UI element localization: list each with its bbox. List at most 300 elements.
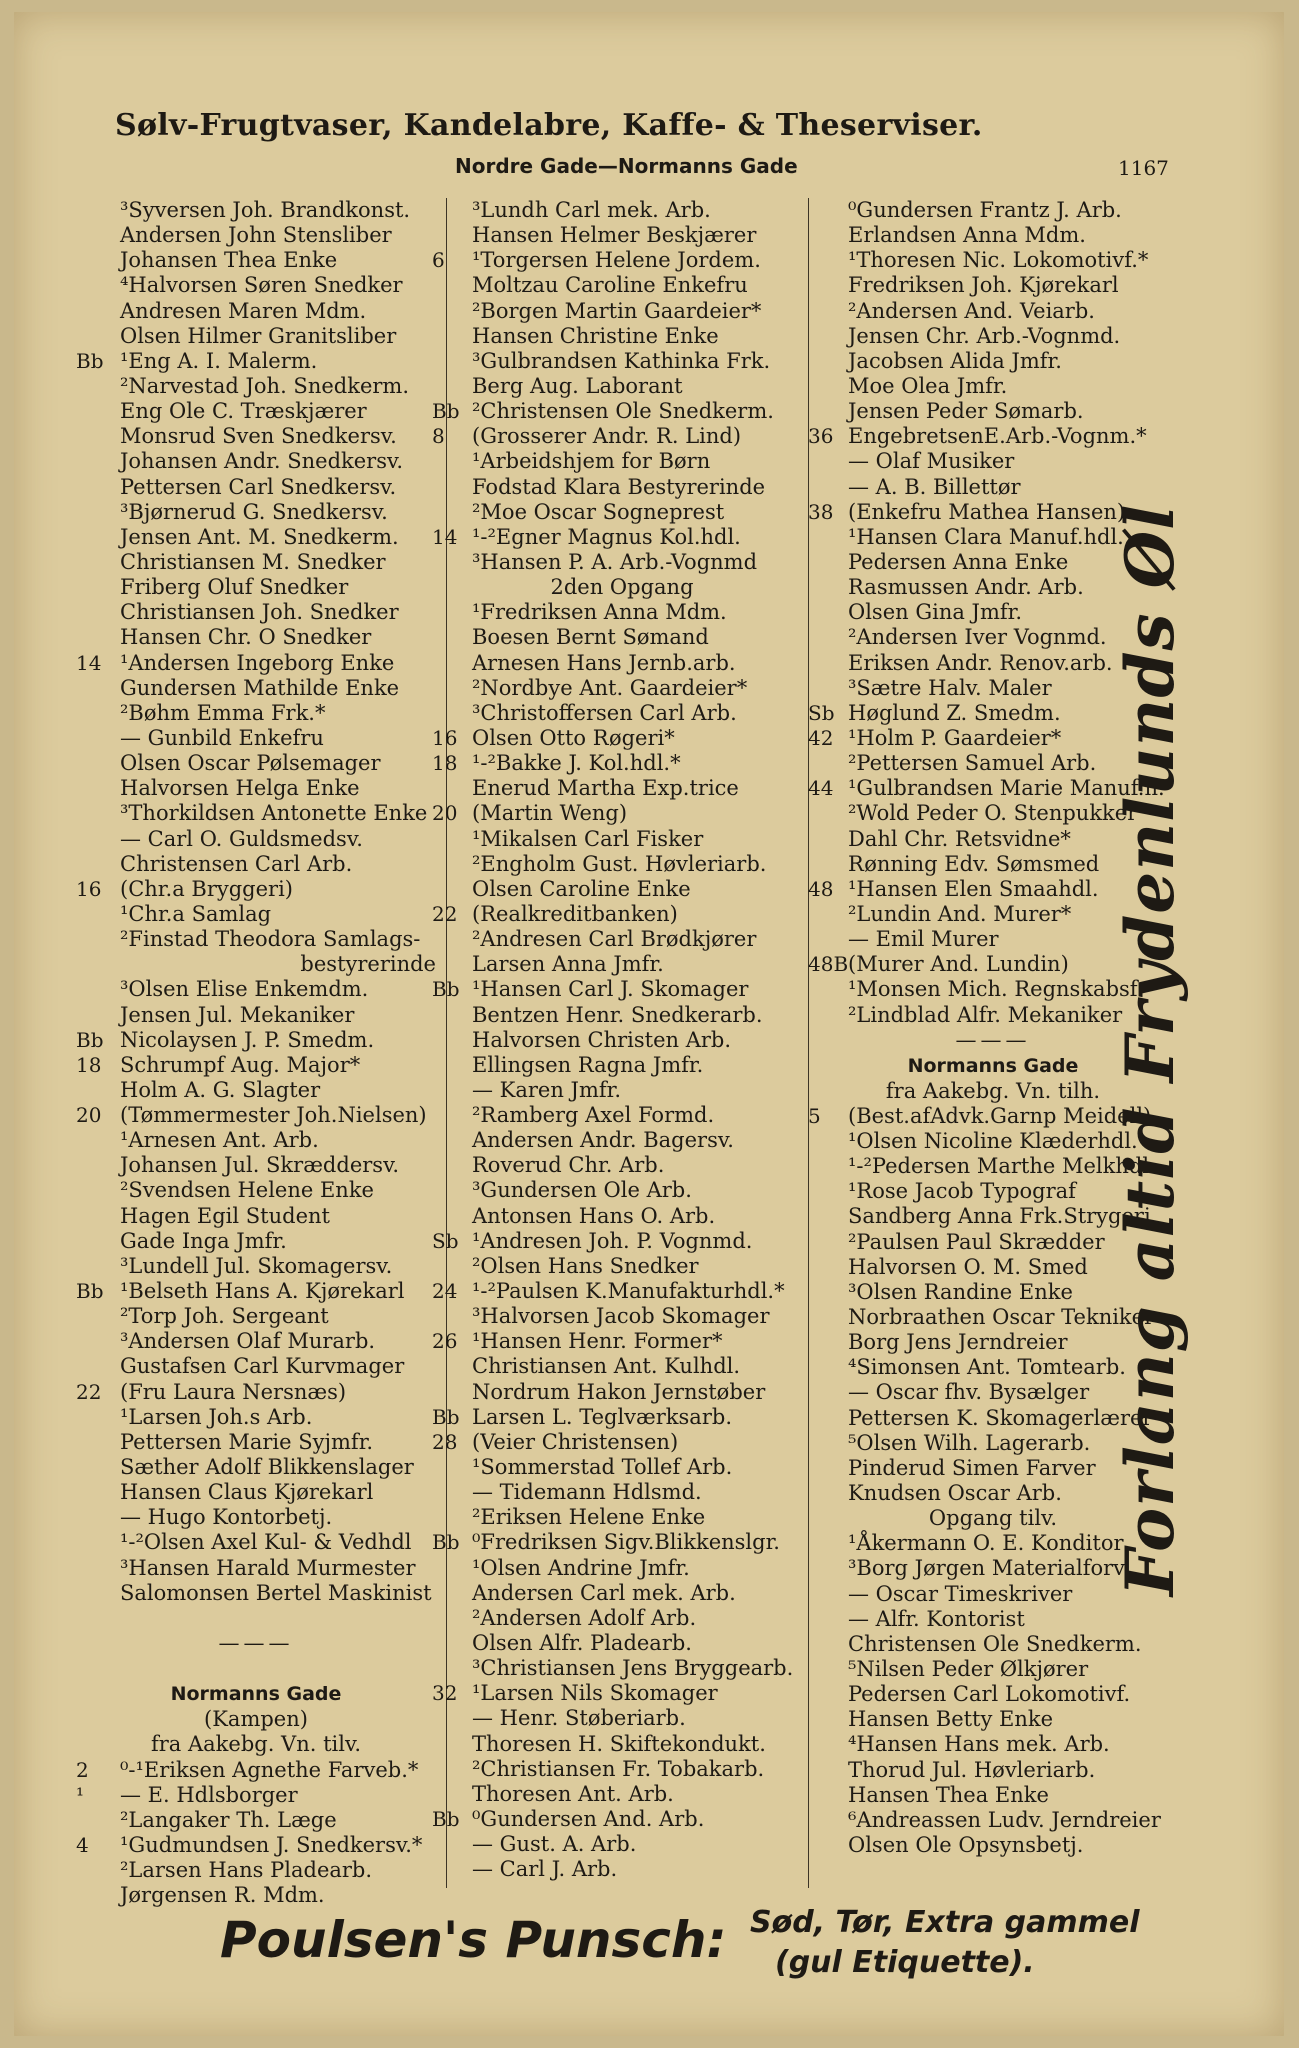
directory-entry bbox=[432, 1354, 812, 1379]
house-number: 5 bbox=[808, 1103, 821, 1128]
house-number: 42 bbox=[808, 725, 834, 750]
resident-entry: Holm A. G. Slagter bbox=[120, 1077, 321, 1102]
resident-entry: ¹Gulbrandsen Marie Manuf.h. bbox=[848, 776, 1165, 801]
directory-entry bbox=[76, 1783, 436, 1808]
resident-entry: Schrumpf Aug. Major* bbox=[120, 1052, 361, 1077]
resident-entry: — Tidemann Hdlsmd. bbox=[472, 1480, 702, 1505]
resident-entry: ¹Andresen Joh. P. Vognmd. bbox=[472, 1228, 753, 1253]
resident-entry: Hansen Betty Enke bbox=[848, 1707, 1054, 1732]
directory-entry bbox=[76, 299, 436, 324]
resident-entry: ⁰Fredriksen Sigv.Blikkenslgr. bbox=[472, 1530, 780, 1555]
house-number: Bb bbox=[432, 1404, 460, 1429]
directory-entry bbox=[76, 1028, 436, 1053]
resident-entry: ¹-²Bakke J. Kol.hdl.* bbox=[472, 751, 681, 776]
directory-entry bbox=[432, 1153, 812, 1178]
resident-entry: ¹Eng A. I. Malerm. bbox=[120, 348, 318, 373]
resident-entry: Christiansen Joh. Snedker bbox=[120, 600, 399, 625]
directory-entry bbox=[76, 1505, 436, 1530]
directory-entry bbox=[432, 248, 812, 273]
directory-entry bbox=[432, 877, 812, 902]
blank-line bbox=[76, 1656, 436, 1681]
directory-entry bbox=[76, 1858, 436, 1883]
directory-entry bbox=[76, 550, 436, 575]
resident-entry: ¹Larsen Nils Skomager bbox=[472, 1681, 718, 1706]
directory-entry bbox=[76, 625, 436, 650]
resident-entry: ¹Larsen Joh.s Arb. bbox=[120, 1404, 313, 1429]
resident-entry: Ellingsen Ragna Jmfr. bbox=[472, 1052, 704, 1077]
resident-entry: ²Andersen Iver Vognmd. bbox=[848, 625, 1107, 650]
punsch-tagline: Sød, Tør, Extra gammel bbox=[750, 1905, 1140, 1940]
resident-entry: Arnesen Hans Jernb.arb. bbox=[472, 650, 736, 675]
resident-entry: Thorud Jul. Høvleriarb. bbox=[848, 1757, 1096, 1782]
directory-entry bbox=[808, 449, 1178, 474]
house-number: 8 bbox=[432, 424, 445, 449]
resident-entry: Olsen Gina Jmfr. bbox=[848, 600, 1023, 625]
side-advertisement: Forlang altid Frydenlunds Øl bbox=[1111, 503, 1189, 1597]
punsch-brand: Poulsen's Punsch: bbox=[220, 1911, 727, 1969]
resident-entry: ¹Hansen Clara Manuf.hdl. bbox=[848, 524, 1124, 549]
resident-entry: ⁵Olsen Wilh. Lagerarb. bbox=[848, 1430, 1091, 1455]
directory-entry bbox=[432, 550, 812, 575]
house-number: Bb bbox=[76, 1027, 104, 1052]
resident-entry: (Martin Weng) bbox=[472, 801, 628, 826]
resident-entry: Norbraathen Oscar Tekniker bbox=[848, 1305, 1155, 1330]
directory-entry bbox=[76, 1329, 436, 1354]
house-number: 48 bbox=[808, 876, 834, 901]
resident-entry: Andresen Maren Mdm. bbox=[120, 298, 367, 323]
directory-entry bbox=[432, 927, 812, 952]
resident-entry: Johansen Jul. Skræddersv. bbox=[120, 1153, 400, 1178]
resident-entry: ³Andersen Olaf Murarb. bbox=[120, 1329, 376, 1354]
resident-entry: ²Christiansen Fr. Tobakarb. bbox=[472, 1756, 765, 1781]
house-number: 22 bbox=[432, 901, 458, 926]
directory-entry bbox=[808, 1607, 1178, 1632]
directory-entry bbox=[76, 1808, 436, 1833]
directory-entry bbox=[76, 877, 436, 902]
directory-entry bbox=[808, 299, 1178, 324]
directory-entry bbox=[432, 1807, 812, 1832]
resident-entry: ⁰Gundersen Frantz J. Arb. bbox=[848, 198, 1122, 222]
resident-entry: Pinderud Simen Farver bbox=[848, 1455, 1096, 1480]
directory-entry bbox=[432, 625, 812, 650]
directory-entry bbox=[76, 1204, 436, 1229]
resident-entry: Antonsen Hans O. Arb. bbox=[472, 1203, 716, 1228]
resident-entry: Larsen L. Teglværksarb. bbox=[472, 1404, 732, 1429]
resident-entry: Høglund Z. Smedm. bbox=[848, 700, 1061, 725]
directory-entry bbox=[76, 1883, 436, 1908]
resident-entry: ³Olsen Randine Enke bbox=[848, 1279, 1073, 1304]
resident-entry: ²Christensen Ole Snedkerm. bbox=[472, 399, 774, 424]
resident-entry: Fredriksen Joh. Kjørekarl bbox=[848, 273, 1119, 298]
section-note: (Kampen) bbox=[204, 1707, 308, 1732]
resident-entry: Christiansen M. Snedker bbox=[120, 549, 386, 574]
resident-entry: ¹Hansen Henr. Former* bbox=[472, 1329, 723, 1354]
house-number: 14 bbox=[76, 650, 102, 675]
directory-entry bbox=[76, 374, 436, 399]
resident-entry: ²Finstad Theodora Samlags- bbox=[120, 927, 421, 952]
directory-column-1 bbox=[76, 198, 436, 1908]
directory-entry bbox=[76, 1380, 436, 1405]
directory-entry bbox=[432, 449, 812, 474]
resident-entry: ³Halvorsen Jacob Skomager bbox=[472, 1304, 770, 1329]
house-number: Bb bbox=[76, 348, 104, 373]
resident-entry: Jensen Jul. Mekaniker bbox=[120, 1002, 355, 1027]
resident-entry: Hansen Claus Kjørekarl bbox=[120, 1480, 374, 1505]
directory-entry bbox=[432, 223, 812, 248]
directory-entry bbox=[432, 1430, 812, 1455]
directory-entry bbox=[432, 1455, 812, 1480]
directory-entry bbox=[76, 726, 436, 751]
directory-entry bbox=[432, 1078, 812, 1103]
directory-entry bbox=[432, 1103, 812, 1128]
resident-entry: ¹Thoresen Nic. Lokomotivf.* bbox=[848, 248, 1149, 273]
house-number: 26 bbox=[432, 1329, 458, 1354]
directory-entry bbox=[432, 1304, 812, 1329]
house-number: Bb bbox=[432, 977, 460, 1002]
resident-entry: ¹Åkermann O. E. Konditor bbox=[848, 1531, 1124, 1556]
section-note: fra Aakebg. Vn. tilv. bbox=[150, 1732, 362, 1757]
resident-entry: ³Sætre Halv. Maler bbox=[848, 675, 1052, 700]
resident-entry: ¹Andersen Ingeborg Enke bbox=[120, 650, 395, 675]
resident-entry: ¹Olsen Andrine Jmfr. bbox=[472, 1555, 690, 1580]
house-number: 38 bbox=[808, 499, 834, 524]
resident-entry: ¹-²Paulsen K.Manufakturhdl.* bbox=[472, 1279, 785, 1304]
directory-entry bbox=[808, 374, 1178, 399]
resident-entry: Hansen Christine Enke bbox=[472, 323, 719, 348]
resident-entry: ²Andresen Carl Brødkjører bbox=[472, 927, 757, 952]
resident-entry: — Gust. A. Arb. bbox=[472, 1832, 637, 1857]
directory-entry bbox=[76, 776, 436, 801]
resident-entry: ¹Arbeidshjem for Børn bbox=[472, 449, 711, 474]
resident-entry: ²Eriksen Helene Enke bbox=[472, 1505, 706, 1530]
directory-entry bbox=[76, 1405, 436, 1430]
house-number: 6 bbox=[432, 248, 445, 273]
resident-entry: ³Gundersen Ole Arb. bbox=[472, 1178, 692, 1203]
directory-entry bbox=[808, 424, 1178, 449]
house-number: 28 bbox=[432, 1429, 458, 1454]
resident-entry: — Olaf Musiker bbox=[848, 449, 1015, 474]
resident-entry: Larsen Anna Jmfr. bbox=[472, 952, 664, 977]
house-number: 24 bbox=[432, 1279, 458, 1304]
resident-entry: Johansen Andr. Snedkersv. bbox=[120, 449, 404, 474]
street-heading: Normanns Gade bbox=[907, 1054, 1079, 1077]
directory-entry bbox=[808, 324, 1178, 349]
page-number: 1167 bbox=[1118, 156, 1169, 180]
resident-entry: ¹-²Egner Magnus Kol.hdl. bbox=[472, 524, 741, 549]
directory-entry bbox=[76, 1153, 436, 1178]
directory-entry bbox=[432, 1530, 812, 1555]
resident-entry: ¹Hansen Carl J. Skomager bbox=[472, 977, 749, 1002]
resident-entry: ¹Rose Jacob Typograf bbox=[848, 1179, 1076, 1204]
resident-entry: ²Ramberg Axel Formd. bbox=[472, 1103, 715, 1128]
directory-entry bbox=[76, 500, 436, 525]
directory-entry bbox=[808, 1732, 1178, 1757]
resident-entry: ⁴Halvorsen Søren Snedker bbox=[120, 273, 403, 298]
directory-entry bbox=[432, 751, 812, 776]
house-number: 16 bbox=[76, 876, 102, 901]
directory-entry bbox=[432, 952, 812, 977]
resident-entry: Dahl Chr. Retsvidne* bbox=[848, 826, 1071, 851]
resident-entry: ¹Belseth Hans A. Kjørekarl bbox=[120, 1279, 405, 1304]
resident-entry: Olsen Ole Opsynsbetj. bbox=[848, 1833, 1084, 1857]
directory-entry bbox=[432, 273, 812, 298]
resident-entry: ²Paulsen Paul Skrædder bbox=[848, 1229, 1105, 1254]
resident-entry: Olsen Oscar Pølsemager bbox=[120, 751, 381, 776]
resident-entry: ²Andersen And. Veiarb. bbox=[848, 298, 1095, 323]
directory-entry bbox=[432, 424, 812, 449]
directory-entry bbox=[76, 1758, 436, 1783]
directory-entry bbox=[808, 248, 1178, 273]
directory-entry bbox=[432, 1832, 812, 1857]
directory-entry bbox=[432, 1656, 812, 1681]
resident-entry: Olsen Otto Røgeri* bbox=[472, 725, 675, 750]
directory-entry bbox=[432, 1053, 812, 1078]
resident-entry: ³Hansen P. A. Arb.-Vognmd bbox=[472, 549, 758, 574]
resident-entry: Hansen Chr. O Snedker bbox=[120, 625, 372, 650]
resident-entry: Eriksen Andr. Renov.arb. bbox=[848, 650, 1113, 675]
resident-entry: Moltzau Caroline Enkefru bbox=[472, 273, 748, 298]
directory-entry bbox=[432, 1003, 812, 1028]
resident-entry: ⁵Nilsen Peder Ølkjører bbox=[848, 1657, 1089, 1682]
resident-entry: ⁴Simonsen Ant. Tomtearb. bbox=[848, 1355, 1126, 1380]
resident-entry: Olsen Alfr. Pladearb. bbox=[472, 1631, 692, 1656]
resident-entry: Jensen Peder Sømarb. bbox=[848, 399, 1084, 424]
resident-entry: Bentzen Henr. Snedkerarb. bbox=[472, 1002, 763, 1027]
resident-entry: ³Thorkildsen Antonette Enke bbox=[120, 801, 428, 826]
resident-entry: ⁶Andreassen Ludv. Jerndreier bbox=[848, 1807, 1161, 1832]
directory-entry bbox=[76, 1455, 436, 1480]
directory-entry bbox=[76, 1229, 436, 1254]
directory-entry bbox=[432, 676, 812, 701]
resident-entry: Halvorsen Helga Enke bbox=[120, 776, 360, 801]
resident-entry: ³Christiansen Jens Bryggearb. bbox=[472, 1656, 794, 1681]
directory-entry bbox=[432, 1028, 812, 1053]
directory-entry bbox=[432, 1606, 812, 1631]
resident-entry: Monsrud Sven Snedkersv. bbox=[120, 424, 397, 449]
directory-entry bbox=[808, 1632, 1178, 1657]
resident-entry: Erlandsen Anna Mdm. bbox=[848, 223, 1086, 248]
directory-entry bbox=[432, 1556, 812, 1581]
directory-entry bbox=[76, 475, 436, 500]
resident-entry: ²Borgen Martin Gaardeier* bbox=[472, 298, 762, 323]
resident-entry: Roverud Chr. Arb. bbox=[472, 1153, 665, 1178]
resident-entry: — A. B. Billettør bbox=[848, 474, 1021, 499]
directory-entry bbox=[76, 248, 436, 273]
resident-entry: — E. Hdlsborger bbox=[120, 1782, 298, 1807]
directory-entry bbox=[808, 475, 1178, 500]
directory-entry bbox=[432, 600, 812, 625]
directory-entry bbox=[808, 1758, 1178, 1783]
resident-entry: Rasmussen Andr. Arb. bbox=[848, 575, 1084, 600]
directory-entry bbox=[432, 852, 812, 877]
resident-entry: ²Larsen Hans Pladearb. bbox=[120, 1858, 373, 1883]
resident-entry: ¹-²Pedersen Marthe Melkhdl. bbox=[848, 1154, 1156, 1179]
directory-entry bbox=[432, 1178, 812, 1203]
directory-entry bbox=[76, 324, 436, 349]
directory-entry bbox=[808, 1682, 1178, 1707]
house-number: Bb bbox=[76, 1279, 104, 1304]
directory-entry bbox=[432, 1631, 812, 1656]
resident-entry: (Enkefru Mathea Hansen) bbox=[848, 499, 1126, 524]
directory-entry bbox=[76, 1430, 436, 1455]
resident-entry: (Murer And. Lundin) bbox=[848, 952, 1069, 977]
resident-entry: ¹Sommerstad Tollef Arb. bbox=[472, 1455, 733, 1480]
directory-entry bbox=[76, 952, 436, 977]
directory-entry bbox=[76, 349, 436, 374]
resident-entry: ²Svendsen Helene Enke bbox=[120, 1178, 374, 1203]
house-number: Sb bbox=[432, 1228, 459, 1253]
directory-entry bbox=[76, 1078, 436, 1103]
directory-entry bbox=[76, 1556, 436, 1581]
resident-entry: Salomonsen Bertel Maskinist bbox=[120, 1580, 432, 1605]
directory-entry bbox=[76, 801, 436, 826]
resident-entry: Hansen Helmer Beskjærer bbox=[472, 223, 757, 248]
resident-entry: Christensen Carl Arb. bbox=[120, 851, 353, 876]
resident-entry: ⁰-¹Eriksen Agnethe Farveb.* bbox=[120, 1757, 419, 1782]
resident-entry: ¹Monsen Mich. Regnskabsf. bbox=[848, 977, 1144, 1002]
resident-entry: ¹Chr.a Samlag bbox=[120, 901, 272, 926]
resident-entry: Thoresen H. Skiftekondukt. bbox=[472, 1731, 766, 1756]
resident-entry: Jacobsen Alida Jmfr. bbox=[848, 348, 1062, 373]
resident-entry: Eng Ole C. Træskjærer bbox=[120, 399, 367, 424]
resident-entry: Pedersen Carl Lokomotivf. bbox=[848, 1682, 1131, 1707]
directory-entry bbox=[432, 1732, 812, 1757]
resident-entry: Christensen Ole Snedkerm. bbox=[848, 1631, 1142, 1656]
directory-entry bbox=[76, 1480, 436, 1505]
resident-entry: ³Borg Jørgen Materialforv. bbox=[848, 1556, 1130, 1581]
resident-entry: Nordrum Hakon Jernstøber bbox=[472, 1379, 766, 1404]
directory-entry bbox=[432, 525, 812, 550]
street-heading: Normanns Gade bbox=[170, 1683, 342, 1706]
house-number: 36 bbox=[808, 424, 834, 449]
directory-entry bbox=[76, 424, 436, 449]
house-number: Sb bbox=[808, 700, 835, 725]
resident-entry: Olsen Caroline Enke bbox=[472, 876, 691, 901]
house-number: 44 bbox=[808, 776, 834, 801]
resident-entry: ¹Fredriksen Anna Mdm. bbox=[472, 600, 727, 625]
resident-entry: Andersen John Stensliber bbox=[120, 223, 392, 248]
resident-entry: ³Bjørnerud G. Snedkersv. bbox=[120, 499, 388, 524]
resident-entry: — Alfr. Kontorist bbox=[848, 1606, 1025, 1631]
directory-entry bbox=[76, 273, 436, 298]
directory-entry bbox=[432, 1380, 812, 1405]
directory-entry bbox=[76, 1003, 436, 1028]
directory-entry bbox=[808, 1833, 1178, 1858]
resident-entry: ²Pettersen Samuel Arb. bbox=[848, 751, 1097, 776]
resident-entry: Gade Inga Jmfr. bbox=[120, 1228, 287, 1253]
resident-entry: ¹Olsen Nicoline Klæderhdl. bbox=[848, 1129, 1138, 1154]
resident-entry: ²Torp Joh. Sergeant bbox=[120, 1304, 329, 1329]
directory-entry bbox=[76, 1128, 436, 1153]
house-number: 32 bbox=[432, 1681, 458, 1706]
directory-entry bbox=[432, 1405, 812, 1430]
resident-entry: ¹Hansen Elen Smaahdl. bbox=[848, 876, 1099, 901]
resident-entry: Jensen Chr. Arb.-Vognmd. bbox=[848, 323, 1121, 348]
directory-entry bbox=[76, 399, 436, 424]
directory-entry bbox=[432, 198, 812, 223]
resident-entry: Olsen Hilmer Granitsliber bbox=[120, 323, 397, 348]
resident-entry: (Best.afAdvk.Garnp Meidell) bbox=[848, 1103, 1152, 1128]
resident-entry: ²Moe Oscar Sogneprest bbox=[472, 499, 725, 524]
section-note: Opgang tilv. bbox=[928, 1506, 1058, 1531]
resident-entry: Friberg Oluf Snedker bbox=[120, 575, 349, 600]
resident-entry: Christiansen Ant. Kulhdl. bbox=[472, 1354, 741, 1379]
directory-entry bbox=[76, 1178, 436, 1203]
resident-entry: EngebretsenE.Arb.-Vognm.* bbox=[848, 424, 1147, 449]
resident-entry: ¹Torgersen Helene Jordem. bbox=[472, 248, 761, 273]
house-number: 18 bbox=[432, 751, 458, 776]
resident-entry: — Emil Murer bbox=[848, 927, 999, 952]
directory-entry bbox=[432, 374, 812, 399]
house-number: 4 bbox=[76, 1833, 89, 1857]
directory-entry bbox=[808, 273, 1178, 298]
directory-entry bbox=[808, 1707, 1178, 1732]
resident-entry: (Fru Laura Nersnæs) bbox=[120, 1379, 347, 1404]
section-separator: ——— bbox=[955, 1027, 1031, 1052]
resident-entry: ¹-²Olsen Axel Kul- & Vedhdl bbox=[120, 1530, 412, 1555]
directory-entry bbox=[432, 1681, 812, 1706]
directory-entry bbox=[808, 198, 1178, 223]
directory-entry bbox=[432, 1782, 812, 1807]
directory-entry bbox=[76, 1254, 436, 1279]
directory-entry bbox=[76, 600, 436, 625]
resident-entry: Hansen Thea Enke bbox=[848, 1782, 1049, 1807]
resident-entry: Gundersen Mathilde Enke bbox=[120, 675, 400, 700]
resident-entry: — Oscar fhv. Bysælger bbox=[848, 1380, 1090, 1405]
directory-entry bbox=[432, 1505, 812, 1530]
resident-entry: ¹Gudmundsen J. Snedkersv.* bbox=[120, 1833, 423, 1857]
section-note: 2den Opgang bbox=[550, 575, 694, 600]
house-number: 18 bbox=[76, 1052, 102, 1077]
directory-entry bbox=[432, 399, 812, 424]
resident-entry: — Hugo Kontorbetj. bbox=[120, 1505, 333, 1530]
house-number: 20 bbox=[432, 801, 458, 826]
directory-entry bbox=[808, 223, 1178, 248]
resident-entry: ²Lundin And. Murer* bbox=[848, 901, 1072, 926]
directory-entry bbox=[432, 977, 812, 1002]
resident-entry: ³Lundell Jul. Skomagersv. bbox=[120, 1253, 393, 1278]
directory-entry bbox=[432, 1857, 812, 1882]
directory-entry bbox=[76, 1103, 436, 1128]
directory-entry bbox=[76, 676, 436, 701]
resident-entry: ²Wold Peder O. Stenpukker bbox=[848, 801, 1138, 826]
house-number: Bb bbox=[432, 399, 460, 424]
resident-entry: Knudsen Oscar Arb. bbox=[848, 1481, 1062, 1506]
resident-entry: Rønning Edv. Sømsmed bbox=[848, 851, 1100, 876]
directory-entry bbox=[808, 349, 1178, 374]
resident-entry: Jørgensen R. Mdm. bbox=[120, 1883, 325, 1908]
directory-entry bbox=[432, 1229, 812, 1254]
directory-entry bbox=[808, 399, 1178, 424]
directory-entry bbox=[76, 1354, 436, 1379]
resident-entry: Hagen Egil Student bbox=[120, 1203, 330, 1228]
resident-entry: ¹Mikalsen Carl Fisker bbox=[472, 826, 704, 851]
resident-entry: Gustafsen Carl Kurvmager bbox=[120, 1354, 405, 1379]
resident-entry: ³Olsen Elise Enkemdm. bbox=[120, 977, 369, 1002]
section-separator: ——— bbox=[218, 1631, 294, 1656]
house-number: ¹ bbox=[76, 1782, 85, 1807]
directory-entry bbox=[432, 1480, 812, 1505]
directory-entry bbox=[432, 801, 812, 826]
directory-entry bbox=[432, 324, 812, 349]
section-note: fra Aakebg. Vn. tilh. bbox=[885, 1078, 1101, 1103]
resident-entry: ²Lindblad Alfr. Mekaniker bbox=[848, 1002, 1123, 1027]
house-number: 14 bbox=[432, 524, 458, 549]
resident-entry: — Carl J. Arb. bbox=[472, 1857, 618, 1882]
directory-entry bbox=[808, 1808, 1178, 1833]
directory-entry bbox=[76, 198, 436, 223]
resident-entry: Enerud Martha Exp.trice bbox=[472, 776, 739, 801]
